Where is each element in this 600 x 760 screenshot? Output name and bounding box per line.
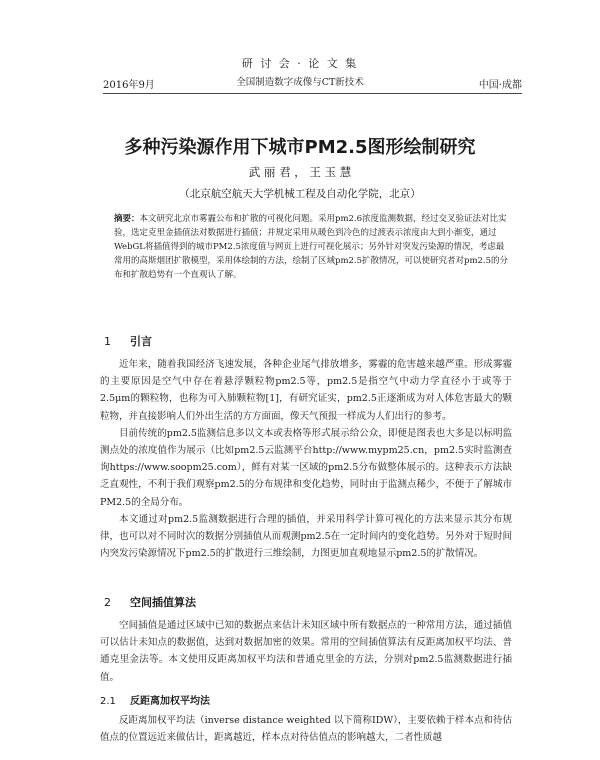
section-title: 空间插值算法 (130, 596, 196, 609)
paragraph: 空间插值是通过区域中已知的数据点来估计未知区域中所有数据点的一种常用方法，通过插值可以估计未知点的数据值，达到对数据加密的效果。常用的空间插值算法有反距离加权平均法、普通克里金法等。本文使用反距离加权平均法和普通克里金的方法，分别对pm2.5监测数据进行插值。 (100, 620, 512, 683)
subsection-title: 反距离加权平均法 (130, 696, 210, 707)
abstract-label: 摘要： (114, 214, 140, 224)
section-number: 2 (104, 596, 111, 609)
conference-subtitle: 全国制造数字成像与CT新技术 (236, 77, 364, 88)
subsection-number: 2.1 (100, 696, 116, 707)
paper-title: 多种污染源作用下城市PM2.5图形绘制研究 (124, 137, 476, 158)
section-heading-interpolation (104, 594, 196, 610)
paper-authors: 武 丽 君 ， 王 玉 慧 (248, 165, 352, 179)
header-place: 中国·成都 (478, 80, 522, 91)
header-date: 2016年9月 (103, 80, 155, 91)
paper-affiliation: （北京航空航天大学机械工程及自动化学院，北京） (179, 188, 421, 200)
section-body-intro (100, 356, 512, 562)
section-heading-intro (104, 333, 152, 349)
section-number: 1 (104, 335, 111, 348)
header-divider (103, 93, 522, 94)
subsection-heading-idw (100, 692, 210, 707)
paragraph: 目前传统的pm2.5监测信息多以文本或表格等形式展示给公众，即便是图表也大多是以标明监测点处的浓度值作为展示（比如pm2.5云监测平台http://www.mypm25.cn，pm2.5实时监测查询https://www.soopm25.com），鲜有对某一区域的pm2.5分布做整体展示的。这种表示方法缺乏直观性，不利于我们观察pm2.5的分布规律和变化趋势，同时由于监测点稀少，不便于了解城市PM2.5的全局分布。 (100, 427, 512, 508)
section-title: 引言 (130, 335, 152, 348)
subsection-body-idw (100, 712, 512, 746)
paragraph: 近年来，随着我国经济飞速发展，各种企业尾气排放增多，雾霾的危害越来越严重。形成雾霾的主要原因是空气中存在着悬浮颗粒物pm2.5等，pm2.5是指空气中动力学直径小于或等于2.5μm的颗粒物，也称为可入肺颗粒物[1]，有研究证实，pm2.5正逐渐成为对人体危害最大的颗粒物，并直接影响人们外出生活的方方面面，像天气预报一样成为人们出行的参考。 (100, 359, 512, 422)
paragraph: 反距离加权平均法（inverse distance weighted 以下简称IDW），主要依赖于样本点和待估值点的位置远近来做估计，距离越近，样本点对待估值点的影响越大，二者性质越 (100, 715, 512, 744)
paragraph: 本文通过对pm2.5监测数据进行合理的插值，并采用科学计算可视化的方法来显示其分布规律，也可以对不同时次的数据分别插值从而观测pm2.5在一定时间内的变化趋势。另外对于短时间内突发污染源情况下pm2.5的扩散进行三维绘制，力图更加直观地显示pm2.5的扩散情况。 (100, 513, 512, 560)
abstract-text: 本文研究北京市雾霾公布和扩散的可视化问题。采用pm2.6浓度监测数据，经过交叉验证法对比实验，选定克里金插值法对数据进行插值；并规定采用从暖色到冷色的过渡表示浓度由大到小渐变，通过WebGL将插值得到的城市PM2.5浓度值与网页上进行可视化展示；另外针对突发污染源的情况，考虑最常用的高斯烟团扩散模型，采用体绘制的方法，绘制了区域pm2.5扩散情况，可以使研究者对pm2.5的分布和扩散趋势有一个直观认了解。 (114, 214, 509, 280)
section-body-interpolation (100, 617, 512, 686)
conference-name: 研 讨 会 · 论 文 集 (241, 57, 359, 70)
abstract (114, 212, 510, 282)
